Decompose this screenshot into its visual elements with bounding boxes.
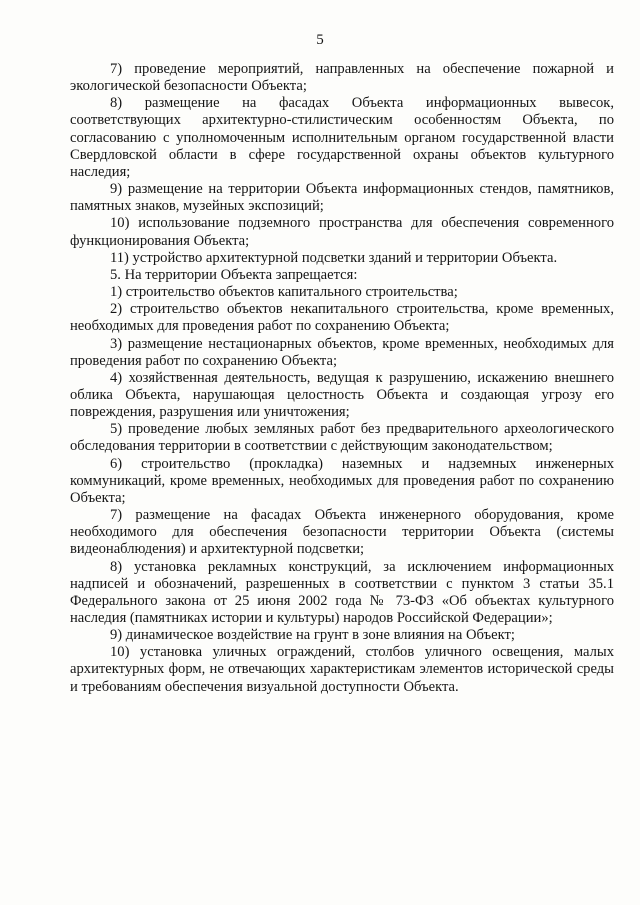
paragraph: 8) размещение на фасадах Объекта информационных вывесок, соответствующих архитектурно-стилистическим особенностям Объекта, по согласованию с уполномоченным исполнительным органом государственной власти Свердловской области в сфере государственной охраны объектов культурного наследия; bbox=[70, 95, 614, 180]
paragraph: 8) установка рекламных конструкций, за исключением информационных надписей и обозначений, разрешенных в соответствии с пунктом 3 статьи 35.1 Федерального закона от 25 июня 2002 года № 73-ФЗ «Об объектах культурного наследия (памятниках истории и культуры) народов Российской Федерации»; bbox=[70, 558, 614, 626]
paragraph: 9) размещение на территории Объекта информационных стендов, памятников, памятных знаков, музейных экспозиций; bbox=[70, 181, 614, 215]
page-number: 5 bbox=[316, 32, 324, 48]
paragraph: 5) проведение любых земляных работ без предварительного археологического обследования территории в соответствии с действующим законодательством; bbox=[70, 421, 614, 455]
paragraph: 7) размещение на фасадах Объекта инженерного оборудования, кроме необходимого для обеспечения безопасности территории Объекта (системы видеонаблюдения) и архитектурной подсветки; bbox=[70, 507, 614, 558]
paragraph: 10) использование подземного пространства для обеспечения современного функционирования Объекта; bbox=[70, 215, 614, 249]
document-body bbox=[70, 61, 614, 696]
paragraph: 2) строительство объектов некапитального строительства, кроме временных, необходимых для проведения работ по сохранению Объекта; bbox=[70, 301, 614, 335]
paragraph: 1) строительство объектов капитального строительства; bbox=[110, 284, 458, 301]
paragraph: 9) динамическое воздействие на грунт в зоне влияния на Объект; bbox=[110, 627, 515, 644]
paragraph: 11) устройство архитектурной подсветки зданий и территории Объекта. bbox=[110, 249, 558, 266]
paragraph: 6) строительство (прокладка) наземных и надземных инженерных коммуникаций, кроме временных, необходимых для проведения работ по сохранению Объекта; bbox=[70, 455, 614, 506]
paragraph: 7) проведение мероприятий, направленных на обеспечение пожарной и экологической безопасности Объекта; bbox=[70, 61, 614, 95]
paragraph: 10) установка уличных ограждений, столбов уличного освещения, малых архитектурных форм, не отвечающих характеристикам элементов исторической среды и требованиям обеспечения визуальной доступности Объекта. bbox=[70, 644, 614, 695]
paragraph: 4) хозяйственная деятельность, ведущая к разрушению, искажению внешнего облика Объекта, нарушающая целостность Объекта и создающая угрозу его повреждения, разрушения или уничтожения; bbox=[70, 369, 614, 421]
paragraph: 3) размещение нестационарных объектов, кроме временных, необходимых для проведения работ по сохранению Объекта; bbox=[70, 335, 614, 369]
section-heading: 5. На территории Объекта запрещается: bbox=[110, 266, 358, 283]
